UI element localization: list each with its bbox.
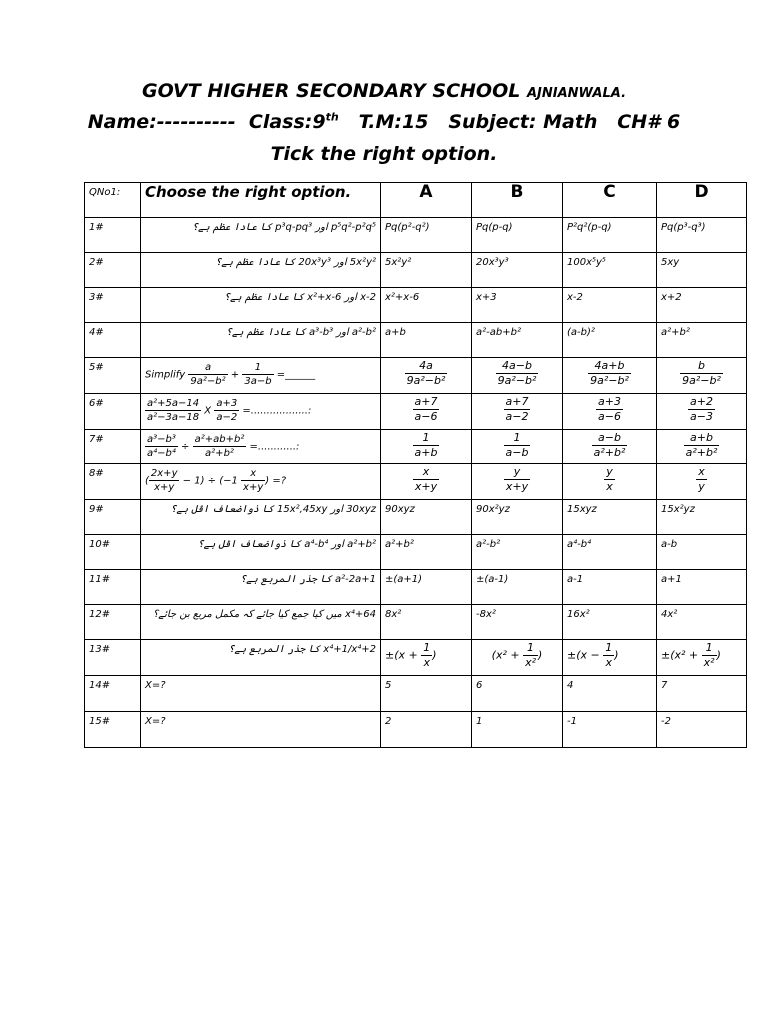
question-text: x⁴+64 میں کیا جمع کیا جائے کہ مکمل مربع بن جائے؟ <box>141 605 381 640</box>
option-c[interactable]: a⁴-b⁴ <box>563 535 657 570</box>
question-text: x⁴+1/x⁴+2 کا جذر المربع ہے؟ <box>141 640 381 676</box>
option-a[interactable]: Pq(p²-q²) <box>381 218 472 253</box>
question-text: 30xyz اور 15x²,45xy کا ذواضعاف اقل ہے؟ <box>141 500 381 535</box>
option-b[interactable]: Pq(p-q) <box>472 218 563 253</box>
name-field: Name:---------- <box>87 111 236 133</box>
question-text: $\frac{\text{a³−b³}}{\text{a⁴−b⁴}}$ ÷ $\frac{\text{a²+ab+b²}}{\text{a²+b²}}$ =............: <box>141 430 381 464</box>
question-number: 5# <box>85 358 141 394</box>
fraction: $\frac{\text{a²+5a−14}}{\text{a²−3a−18}}$ <box>147 398 200 423</box>
option-header: B <box>472 183 563 218</box>
fraction: $\frac{1}{\text{x²}}$ <box>703 641 715 669</box>
question-text: x-2 اور x²+x-6 کا عادا عظم ہے؟ <box>141 288 381 323</box>
option-a[interactable]: 5 <box>381 676 472 712</box>
fraction: $\frac{1}{x}$ <box>605 641 613 669</box>
option-d[interactable]: a+1 <box>657 570 747 605</box>
question-number: 2# <box>85 253 141 288</box>
table-row <box>85 253 747 288</box>
table-row <box>85 500 747 535</box>
question-text: a²+b² اور a⁴-b⁴ کا ذواضعاف اقل ہے؟ <box>141 535 381 570</box>
table-title: Choose the right option. <box>141 183 381 218</box>
fraction: $\frac{a+7}{a-6}$ <box>414 395 438 423</box>
question-number: 10# <box>85 535 141 570</box>
question-text: X=? <box>141 676 381 712</box>
table-header-row <box>85 183 747 218</box>
option-c[interactable]: 15xyz <box>563 500 657 535</box>
total-marks: T.M:15 <box>358 111 429 133</box>
option-d[interactable]: ±(x² + $\frac{1}{\text{x²}}$ ) <box>657 640 747 676</box>
option-a[interactable]: a²+b² <box>381 535 472 570</box>
question-number: 4# <box>85 323 141 358</box>
option-c[interactable]: ±(x − $\frac{1}{x}$ ) <box>563 640 657 676</box>
option-b[interactable]: -8x² <box>472 605 563 640</box>
question-number: 13# <box>85 640 141 676</box>
chapter-field: CH# 6 <box>617 111 681 133</box>
instruction: Tick the right option. <box>270 143 498 165</box>
fraction: $\frac{1}{a+b}$ <box>414 431 438 459</box>
option-b[interactable] <box>472 394 563 430</box>
option-c[interactable] <box>563 358 657 394</box>
option-c[interactable]: 100x⁵y⁵ <box>563 253 657 288</box>
option-a[interactable]: 2 <box>381 712 472 748</box>
option-a[interactable]: a+b <box>381 323 472 358</box>
question-number: 15# <box>85 712 141 748</box>
qno-label: QNo1: <box>85 183 141 218</box>
option-d[interactable]: 7 <box>657 676 747 712</box>
option-d[interactable]: 5xy <box>657 253 747 288</box>
question-number: 3# <box>85 288 141 323</box>
fraction: $\frac{a-b}{\text{a²+b²}}$ <box>593 431 626 459</box>
table-row <box>85 676 747 712</box>
fraction: $\frac{1}{x}$ <box>423 641 431 669</box>
option-header: C <box>563 183 657 218</box>
option-b[interactable] <box>472 430 563 464</box>
question-number: 8# <box>85 464 141 500</box>
option-b[interactable] <box>472 358 563 394</box>
fraction: $\frac{1}{3a-b}$ <box>244 362 272 387</box>
option-c[interactable]: a-1 <box>563 570 657 605</box>
option-b[interactable] <box>472 464 563 500</box>
fraction: $\frac{a+3}{a-2}$ <box>216 398 238 423</box>
option-b[interactable]: (x² + $\frac{1}{\text{x²}}$ ) <box>472 640 563 676</box>
option-d[interactable]: a²+b² <box>657 323 747 358</box>
option-b[interactable]: 1 <box>472 712 563 748</box>
option-d[interactable]: Pq(p³-q³) <box>657 218 747 253</box>
option-c[interactable]: (a-b)² <box>563 323 657 358</box>
fraction: $\frac{\text{a³−b³}}{\text{a⁴−b⁴}}$ <box>147 434 176 459</box>
option-header: A <box>381 183 472 218</box>
option-c[interactable]: x-2 <box>563 288 657 323</box>
question-text: Simplify $\frac{a}{\text{9a²−b²}}$ + $\frac{1}{3a-b}$ =______ <box>141 358 381 394</box>
fraction: $\frac{\text{a²+ab+b²}}{\text{a²+b²}}$ <box>194 434 245 459</box>
fraction: $\frac{y}{x}$ <box>606 465 613 493</box>
fraction: $\frac{2x+y}{x+y}$ <box>150 468 178 493</box>
question-text: $\frac{\text{a²+5a−14}}{\text{a²−3a−18}}$ X $\frac{a+3}{a-2}$ =..................: <box>141 394 381 430</box>
fraction: $\frac{a+2}{a-3}$ <box>690 395 713 423</box>
table-row <box>85 535 747 570</box>
option-d[interactable]: -2 <box>657 712 747 748</box>
option-b[interactable]: 90x²yz <box>472 500 563 535</box>
option-c[interactable] <box>563 394 657 430</box>
option-a[interactable]: x²+x-6 <box>381 288 472 323</box>
option-c[interactable] <box>563 430 657 464</box>
option-a[interactable]: ±(a+1) <box>381 570 472 605</box>
option-a[interactable] <box>381 464 472 500</box>
question-text: X=? <box>141 712 381 748</box>
option-b[interactable]: 6 <box>472 676 563 712</box>
option-a[interactable]: ±(x + $\frac{1}{x}$ ) <box>381 640 472 676</box>
option-d[interactable] <box>657 464 747 500</box>
option-c[interactable]: -1 <box>563 712 657 748</box>
question-number: 6# <box>85 394 141 430</box>
question-text: a²-2a+1 کا جذر المربع ہے؟ <box>141 570 381 605</box>
table-row <box>85 323 747 358</box>
option-b[interactable]: ±(a-1) <box>472 570 563 605</box>
option-c[interactable] <box>563 464 657 500</box>
table-row <box>85 640 747 676</box>
fraction: $\frac{4a}{\text{9a²−b²}}$ <box>406 359 446 387</box>
question-number: 12# <box>85 605 141 640</box>
table-row <box>85 464 747 500</box>
option-header: D <box>657 183 747 218</box>
fraction: $\frac{a+3}{a-6}$ <box>598 395 621 423</box>
mcq-table <box>84 182 747 748</box>
option-a[interactable] <box>381 394 472 430</box>
option-a[interactable] <box>381 430 472 464</box>
fraction: $\frac{x}{y}$ <box>698 465 705 493</box>
table-row <box>85 218 747 253</box>
fraction: $\frac{4a+b}{\text{9a²−b²}}$ <box>590 359 629 387</box>
fraction: $\frac{x}{x+y}$ <box>414 465 438 493</box>
option-b[interactable]: x+3 <box>472 288 563 323</box>
option-d[interactable]: 4x² <box>657 605 747 640</box>
fraction: $\frac{y}{x+y}$ <box>505 465 529 493</box>
fraction: $\frac{a+7}{a-2}$ <box>505 395 529 423</box>
class-field: Class:9th <box>248 110 339 133</box>
option-d[interactable]: x+2 <box>657 288 747 323</box>
option-d[interactable] <box>657 358 747 394</box>
option-d[interactable] <box>657 394 747 430</box>
question-number: 1# <box>85 218 141 253</box>
table-row <box>85 394 747 430</box>
question-number: 9# <box>85 500 141 535</box>
question-number: 7# <box>85 430 141 464</box>
option-a[interactable] <box>381 358 472 394</box>
option-b[interactable]: 20x³y³ <box>472 253 563 288</box>
table-row <box>85 430 747 464</box>
option-c[interactable]: P²q²(p-q) <box>563 218 657 253</box>
question-number: 14# <box>85 676 141 712</box>
subject-field: Subject: Math <box>448 111 598 133</box>
fraction: $\frac{4a-b}{\text{9a²−b²}}$ <box>497 359 537 387</box>
option-c[interactable]: 4 <box>563 676 657 712</box>
option-b[interactable]: a²-b² <box>472 535 563 570</box>
option-b[interactable]: a²-ab+b² <box>472 323 563 358</box>
fraction: $\frac{a+b}{\text{a²+b²}}$ <box>685 431 718 459</box>
fraction: $\frac{b}{\text{9a²−b²}}$ <box>682 359 721 387</box>
question-text: a²-b² اور a³-b³ کا عادا عظم ہے؟ <box>141 323 381 358</box>
fraction: $\frac{a}{\text{9a²−b²}}$ <box>190 362 226 387</box>
option-d[interactable]: 15x²yz <box>657 500 747 535</box>
option-a[interactable]: 90xyz <box>381 500 472 535</box>
student-info-line <box>0 111 768 133</box>
option-a[interactable]: 5x²y² <box>381 253 472 288</box>
question-text: 5x²y² اور 20x³y³ کا عادا عظم ہے؟ <box>141 253 381 288</box>
table-row <box>85 712 747 748</box>
fraction: $\frac{1}{\text{x²}}$ <box>525 641 537 669</box>
table-row <box>85 288 747 323</box>
question-number: 11# <box>85 570 141 605</box>
table-row <box>85 358 747 394</box>
school-title: GOVT HIGHER SECONDARY SCHOOL AJNIANWALA. <box>141 80 627 102</box>
option-a[interactable]: 8x² <box>381 605 472 640</box>
fraction: $\frac{1}{a-b}$ <box>505 431 529 459</box>
fraction: $\frac{x}{x+y}$ <box>243 468 264 493</box>
question-text: p⁵q²-p²q⁵ اور p³q-pq³ کا عادا عظم ہے؟ <box>141 218 381 253</box>
table-row <box>85 605 747 640</box>
option-d[interactable] <box>657 430 747 464</box>
table-row <box>85 570 747 605</box>
question-text: ( $\frac{2x+y}{x+y}$ − 1) ÷ (−1 $\frac{x}{x+y}$ ) =? <box>141 464 381 500</box>
option-c[interactable]: 16x² <box>563 605 657 640</box>
option-d[interactable]: a-b <box>657 535 747 570</box>
